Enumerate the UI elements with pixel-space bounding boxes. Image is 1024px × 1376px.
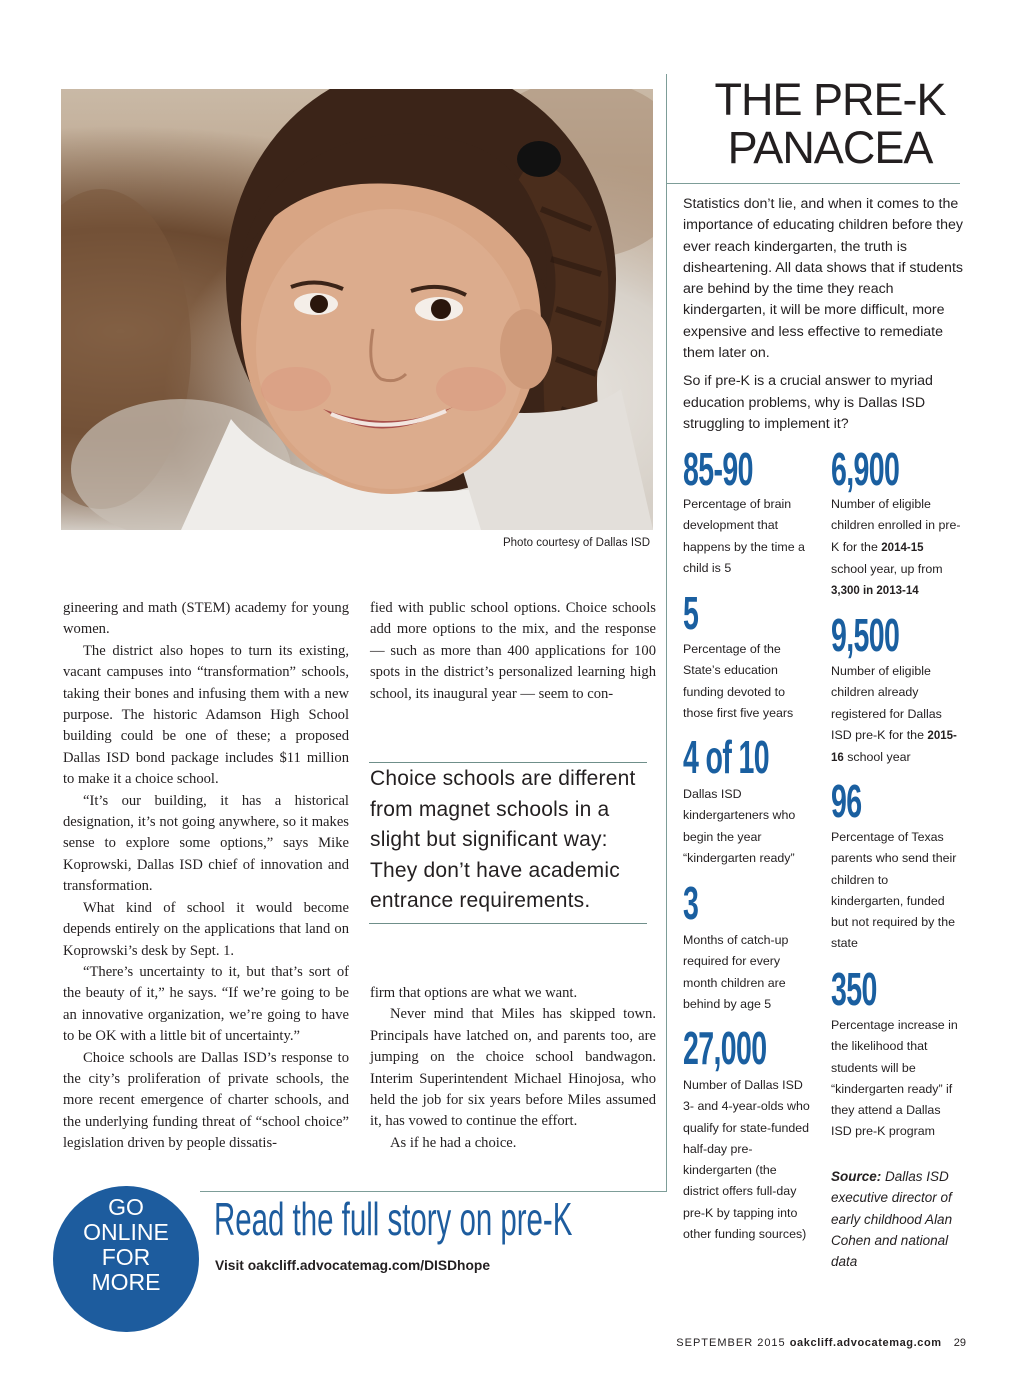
page-number: 29 [953,1337,966,1349]
article-paragraph: fied with public school options. Choice schools add more options to the mix, and the response — such as more than 400 applications for 100 spots in the district’s personalized learning high school, its inaugural year — seem to con- [370,600,656,702]
footer-site: oakcliff.advocatemag.com [789,1337,942,1349]
sidebar-title [700,76,960,172]
sidebar-source: Source: Dallas ISD executive director of early childhood Alan Cohen and national data [831,1169,953,1270]
article-paragraph: The district also hopes to turn its existing, vacant campuses into “transformation” schools, taking their bones and infusing them with a new purpose. The historic Adamson High School building could be one of these; a proposed Dallas ISD bond package includes $11 million to make it a choice school. [63,642,349,788]
article-paragraph: As if he had a choice. [390,1134,517,1151]
sidebar-intro-paragraph: Statistics don’t lie, and when it comes to the importance of educating children before they ever reach kindergarten, the truth is disheartening. All data shows that if students are behind by the time they reach kindergarten, it will be more difficult, more expensive and less effective to remediate them later on. [683,196,963,362]
article-paragraph: Choice schools are Dallas ISD’s response to the city’s proliferation of private schools, the more recent emergence of charter schools, and the underlying funding threat of “school choice” legislation driven by people dissatis- [63,1049,349,1152]
stat-number: 6,900 [831,443,900,495]
sidebar-title-rule [666,183,960,184]
girl-portrait-illustration [61,89,653,530]
sidebar-frame-vertical-rule [666,74,667,1192]
stat-description: Percentage increase in the likelihood that students will be “kindergarten ready” if they attend a Dallas ISD pre-K program [831,1018,958,1139]
sidebar-title-line-2: PANACEA [727,122,933,173]
stat-description: Number of Dallas ISD 3- and 4-year-olds who qualify for state-funded half-day pre-kindergarten (the district offers full-day pre-K by tapping into other funding sources) [683,1078,810,1242]
article-paragraph: gineering and math (STEM) academy for young women. [63,600,349,638]
pull-quote-bottom-rule [369,923,647,924]
stat-description: Dallas ISD kindergarteners who begin the year “kindergarten ready” [683,787,796,865]
stat-number: 27,000 [683,1022,767,1074]
stat-number: 4 of 10 [683,731,770,783]
stat-description: Percentage of the State’s education funding devoted to those first five years [683,642,794,720]
footer-issue-date: SEPTEMBER 2015 [676,1337,786,1349]
stat-number: 85-90 [683,443,753,495]
stat-number: 350 [831,963,877,1015]
stat-description: Percentage of brain development that happens by the time a child is 5 [683,497,805,575]
stat-description: Number of eligible children enrolled in pre-K for the 2014-15 school year, up from 3,300 in 2013-14 [831,497,961,598]
stat-number: 3 [683,877,699,929]
cta-headline: Read the full story on pre-K [214,1193,573,1245]
pull-quote: Choice schools are different from magnet schools in a slight but significant way: They don’t have academic entrance requirements. [370,767,636,912]
stat-number: 5 [683,587,699,639]
pull-quote-top-rule [369,762,647,763]
stat-number: 96 [831,775,862,827]
photo-credit: Photo courtesy of Dallas ISD [502,537,650,549]
article-paragraph: “There’s uncertainty to it, but that’s sort of the beauty of it,” he says. “If we’re going to be an innovative organization, we’re going to have to be OK with a little bit of uncertainty.” [63,963,349,1045]
stat-description: Percentage of Texas parents who send their children to kindergarten, funded but not required by the state [831,830,957,951]
article-paragraph: Never mind that Miles has skipped town. Principals have latched on, and parents too, are jumping on the choice school bandwagon. Interim Superintendent Michael Hinojosa, who held the job for six years before Miles assumed it, has vowed to continue the effort. [370,1006,656,1130]
cta-url-link[interactable]: Visit oakcliff.advocatemag.com/DISDhope [215,1258,490,1273]
go-online-badge[interactable]: GO ONLINE FOR MORE [53,1186,199,1332]
sidebar-intro [683,194,963,435]
article-column-2-top [370,598,656,705]
stat-description: Number of eligible children already registered for Dallas ISD pre-K for the 2015-16 school year [831,664,957,765]
article-paragraph: “It’s our building, it has a historical designation, it’s not going anywhere, so it makes sense to explore some options,” says Mike Koprowski, Dallas ISD chief of innovation and transformation. [63,792,349,895]
sidebar-title-line-1: THE PRE-K [714,74,946,125]
stat-number: 9,500 [831,609,900,661]
article-column-2-bottom [370,983,656,1154]
article-column-1 [63,598,349,1155]
page-footer [676,1337,966,1349]
article-paragraph: firm that options are what we want. [370,985,578,1001]
sidebar-intro-question: So if pre-K is a crucial answer to myriad education problems, why is Dallas ISD struggling to implement it? [683,373,933,432]
hero-photo [61,89,653,530]
stat-description: Months of catch-up required for every month children are behind by age 5 [683,933,789,1011]
article-paragraph: What kind of school it would become depends entirely on the applications that land on Koprowski’s desk by Sept. 1. [63,899,349,959]
